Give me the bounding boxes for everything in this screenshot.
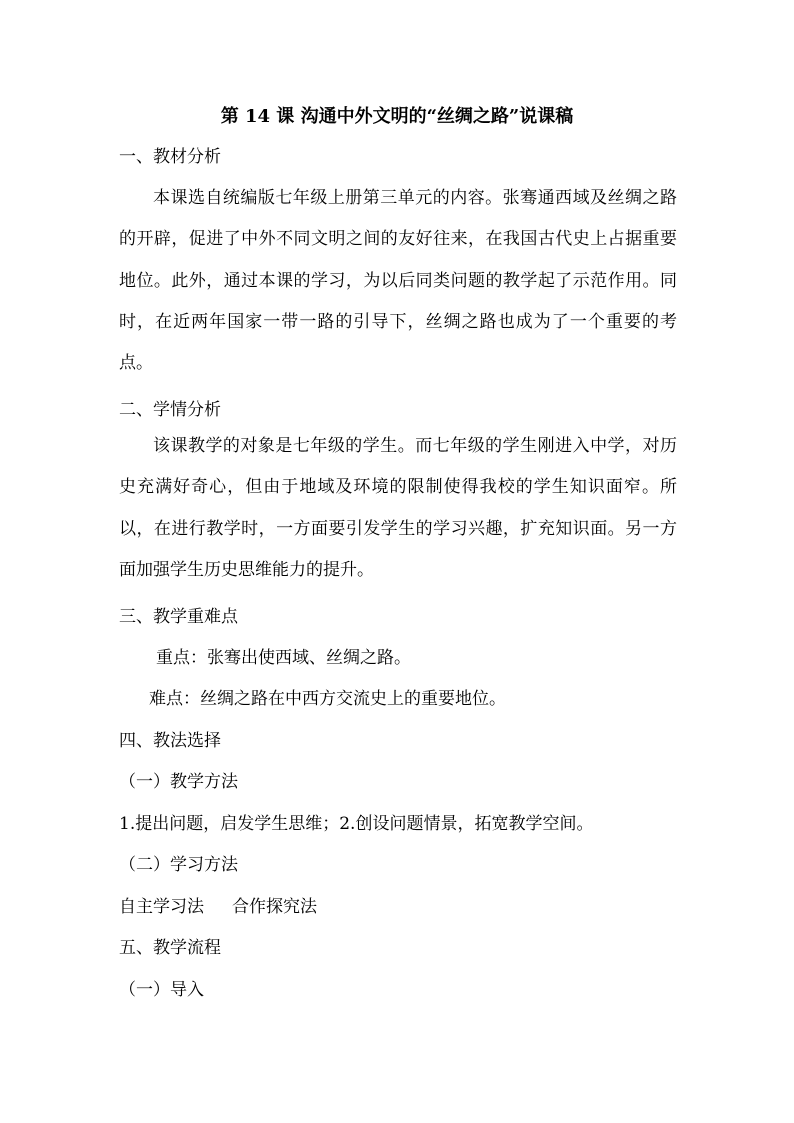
section-heading-student-analysis: 二、学情分析	[119, 400, 221, 420]
subheading-study-approach: （二）学习方法	[119, 855, 238, 875]
section-heading-teaching-method: 四、教法选择	[119, 731, 221, 751]
subheading-introduction: （一）导入	[119, 980, 204, 1000]
section-heading-teaching-process: 五、教学流程	[119, 938, 221, 958]
document-title: 第 14 课 沟通中外文明的“丝绸之路”说课稿	[220, 106, 574, 127]
key-point-text: 重点：张骞出使西域、丝绸之路。	[156, 648, 411, 668]
section-heading-textbook-analysis: 一、教材分析	[119, 147, 221, 167]
paragraph-student-analysis: 该课教学的对象是七年级的学生。而七年级的学生刚进入中学，对历史充满好奇心，但由于地域及环境的限制使得我校的学生知识面窄。所以，在进行教学时，一方面要引发学生的学习兴趣，扩充知识面。另一方面加强学生历史思维能力的提升。	[119, 436, 677, 580]
teaching-methods-text: 1.提出问题，启发学生思维；2.创设问题情景，拓宽教学空间。	[119, 814, 594, 834]
study-methods-line	[119, 895, 317, 919]
section-heading-key-points: 三、教学重难点	[119, 607, 238, 627]
study-method-self: 自主学习法	[119, 897, 204, 917]
study-method-cooperative: 合作探究法	[232, 897, 317, 917]
paragraph-textbook-analysis: 本课选自统编版七年级上册第三单元的内容。张骞通西域及丝绸之路的开辟，促进了中外不同文明之间的友好往来，在我国古代史上占据重要地位。此外，通过本课的学习，为以后同类问题的教学起了示范作用。同时，在近两年国家一带一路的引导下，丝绸之路也成为了一个重要的考点。	[119, 188, 677, 374]
difficult-point-text: 难点：丝绸之路在中西方交流史上的重要地位。	[149, 689, 506, 709]
subheading-teaching-approach: （一）教学方法	[119, 772, 238, 792]
